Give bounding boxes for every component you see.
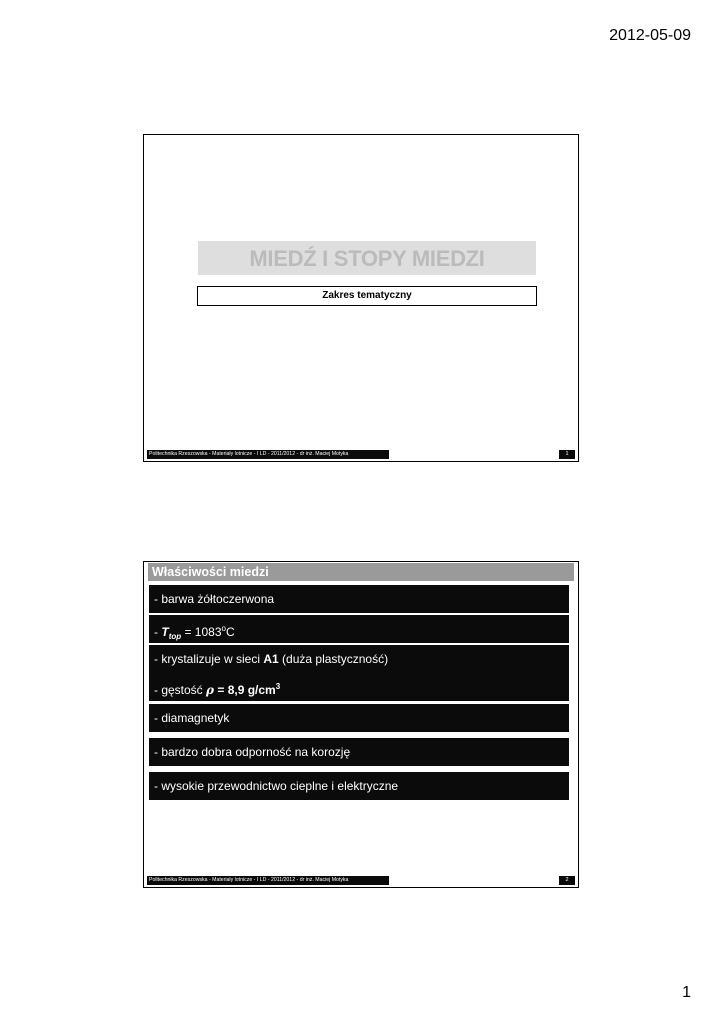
slide-footer: Politechnika Rzeszowska - Materiały lotnicze - I LD - 2011/2012 - dr inż. Maciej Motyka <box>147 450 389 459</box>
temperature-value: = 1083 <box>181 625 222 639</box>
crystal-post: (duża plastyczność) <box>278 652 389 666</box>
slide-footer: Politechnika Rzeszowska - Materiały lotnicze - I LD - 2011/2012 - dr inż. Maciej Motyka <box>147 876 389 885</box>
page-date: 2012-05-09 <box>609 27 691 44</box>
temperature-symbol: T <box>161 625 169 639</box>
property-melting-point <box>149 615 569 643</box>
property-conductivity <box>149 772 569 800</box>
slide-1 <box>143 134 579 462</box>
property-text: - diamagnetyk <box>154 711 230 725</box>
property-corrosion <box>149 738 569 766</box>
property-text: - barwa żółtoczerwona <box>154 592 275 606</box>
property-text: - wysokie przewodnictwo cieplne i elektryczne <box>154 779 399 793</box>
temperature-unit: C <box>225 625 235 639</box>
density-symbol: ρ <box>206 683 215 697</box>
property-diamagnetic <box>149 704 569 732</box>
slide-title: MIEDŹ I STOPY MIEDZI <box>198 241 536 275</box>
crystal-lattice: A1 <box>263 652 279 666</box>
dash: - <box>154 625 162 639</box>
degree-sup: o <box>221 624 226 633</box>
crystal-pre: - krystalizuje w sieci <box>154 652 264 666</box>
density-pre: - gęstość <box>154 683 207 697</box>
page-number: 1 <box>682 984 691 1001</box>
slide-number: 1 <box>559 450 575 459</box>
property-density <box>149 673 569 701</box>
property-crystal <box>149 645 569 673</box>
property-text: - bardzo dobra odporność na korozję <box>154 745 351 759</box>
slide-number: 2 <box>559 876 575 885</box>
temperature-subscript: top <box>168 632 182 641</box>
topic-button[interactable]: Zakres tematyczny <box>197 286 537 306</box>
density-sup: 3 <box>275 682 281 691</box>
density-value: = 8,9 g/cm <box>214 683 276 697</box>
slide-heading: Właściwości miedzi <box>148 563 574 581</box>
slide-2 <box>143 561 579 888</box>
property-color <box>149 585 569 613</box>
